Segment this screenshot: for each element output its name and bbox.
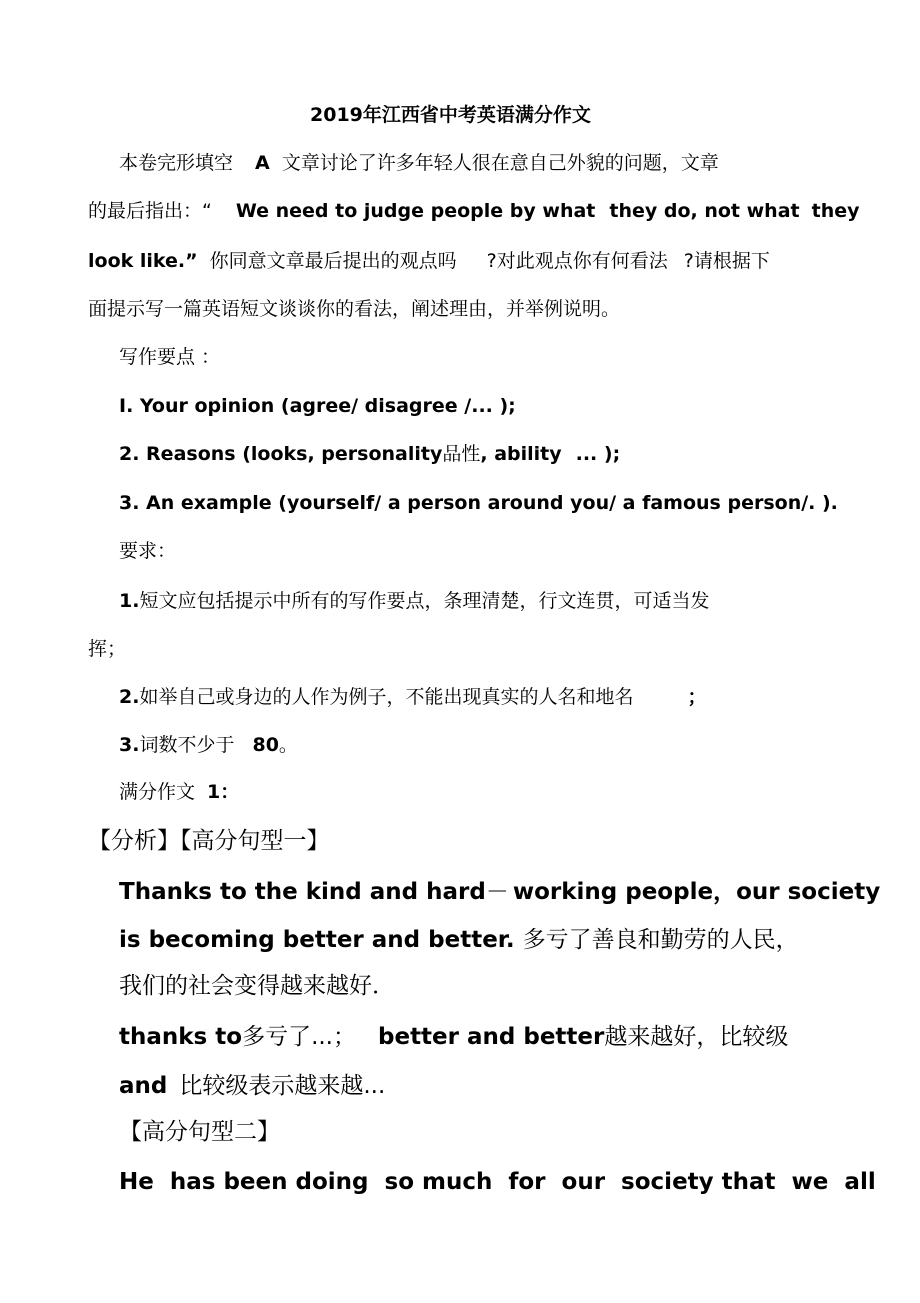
requirement-text: 。	[278, 734, 298, 756]
intro-text-bold: A	[255, 152, 270, 174]
requirements-heading: 要求：	[119, 540, 177, 562]
quote-text: We need to judge people by what	[235, 200, 596, 222]
point-3: 3. An example (yourself/ a person around you/ a famous person/. ).	[119, 492, 838, 514]
intro-text: ?请根据下	[683, 250, 770, 272]
pattern-2-heading: 【高分句型二】	[119, 1119, 280, 1145]
note-phrase: and	[119, 1073, 168, 1099]
sentence-translation: 多亏了善良和勤劳的人民，	[522, 927, 799, 953]
sentence-2-line-1: He has been doing so much for our society that we all	[119, 1169, 876, 1195]
intro-text: 你同意文章最后提出的观点吗	[209, 250, 457, 272]
sentence-text: ，our society	[713, 879, 881, 905]
point-text: 2. Reasons (looks, personality	[119, 443, 443, 465]
note-text: 越来越好，比较级	[604, 1024, 789, 1050]
note-phrase: better and better	[378, 1024, 605, 1050]
sentence-1-line-3: 我们的社会变得越来越好．	[119, 973, 395, 999]
intro-line-2	[88, 199, 860, 223]
quote-text: they	[811, 200, 860, 222]
requirement-text: 如举自己或身边的人作为例子，不能出现真实的人名和地名	[139, 686, 634, 708]
essay-label	[119, 780, 239, 804]
point-1: I. Your opinion (agree/ disagree /... );	[119, 395, 516, 417]
intro-text: 本卷完形填空	[119, 152, 234, 174]
requirement-1	[119, 589, 709, 613]
intro-text: ?对此观点你有何看法	[486, 250, 668, 272]
points-heading: 写作要点 ：	[119, 346, 221, 368]
essay-label-text: 满分作文	[119, 781, 196, 803]
sentence-text: Thanks to the kind and hard	[119, 879, 486, 905]
requirement-3	[119, 733, 298, 757]
sentence-1-line-1	[119, 877, 880, 907]
analysis-heading: 【分析】【高分句型一】	[88, 828, 330, 854]
sentence-text: .	[505, 927, 515, 953]
word-count: 80	[252, 734, 279, 756]
quote-text: they do, not what	[609, 200, 800, 222]
sentence-text: is becoming better and better	[119, 927, 506, 953]
sentence-dash: －	[485, 879, 509, 905]
requirement-text: ；	[687, 686, 707, 708]
page-title: 2019年江西省中考英语满分作文	[310, 104, 591, 126]
sentence-text: working people	[512, 879, 714, 905]
requirement-number: 3.	[119, 734, 140, 756]
point-text-cn: 品性	[442, 443, 481, 465]
note-1-line-2	[119, 1071, 385, 1101]
requirement-number: 1.	[119, 590, 140, 612]
note-text: 比较级表示越来越...	[179, 1073, 386, 1099]
intro-line-1	[119, 151, 719, 175]
intro-text: 的最后指出：“	[88, 200, 212, 222]
essay-number: 1：	[207, 781, 240, 803]
intro-line-3	[88, 249, 770, 273]
requirement-text: 短文应包括提示中所有的写作要点，条理清楚，行文连贯，可适当发	[139, 590, 710, 612]
point-2	[119, 442, 620, 466]
requirement-1-continued: 挥；	[88, 638, 127, 660]
intro-line-4: 面提示写一篇英语短文谈谈你的看法，阐述理由，并举例说明。	[88, 298, 621, 320]
point-text: , ability	[480, 443, 562, 465]
note-1-line-1	[119, 1022, 788, 1052]
note-phrase: thanks to	[119, 1024, 243, 1050]
requirement-number: 2.	[119, 686, 140, 708]
quote-text: look like.”	[88, 250, 198, 272]
intro-text: 文章讨论了许多年轻人很在意自己外貌的问题，文章	[281, 152, 719, 174]
requirement-text: 词数不少于	[139, 734, 235, 756]
requirement-2	[119, 685, 706, 709]
point-text: ... );	[575, 443, 621, 465]
sentence-1-line-2	[119, 925, 799, 955]
note-text: 多亏了...；	[242, 1024, 356, 1050]
